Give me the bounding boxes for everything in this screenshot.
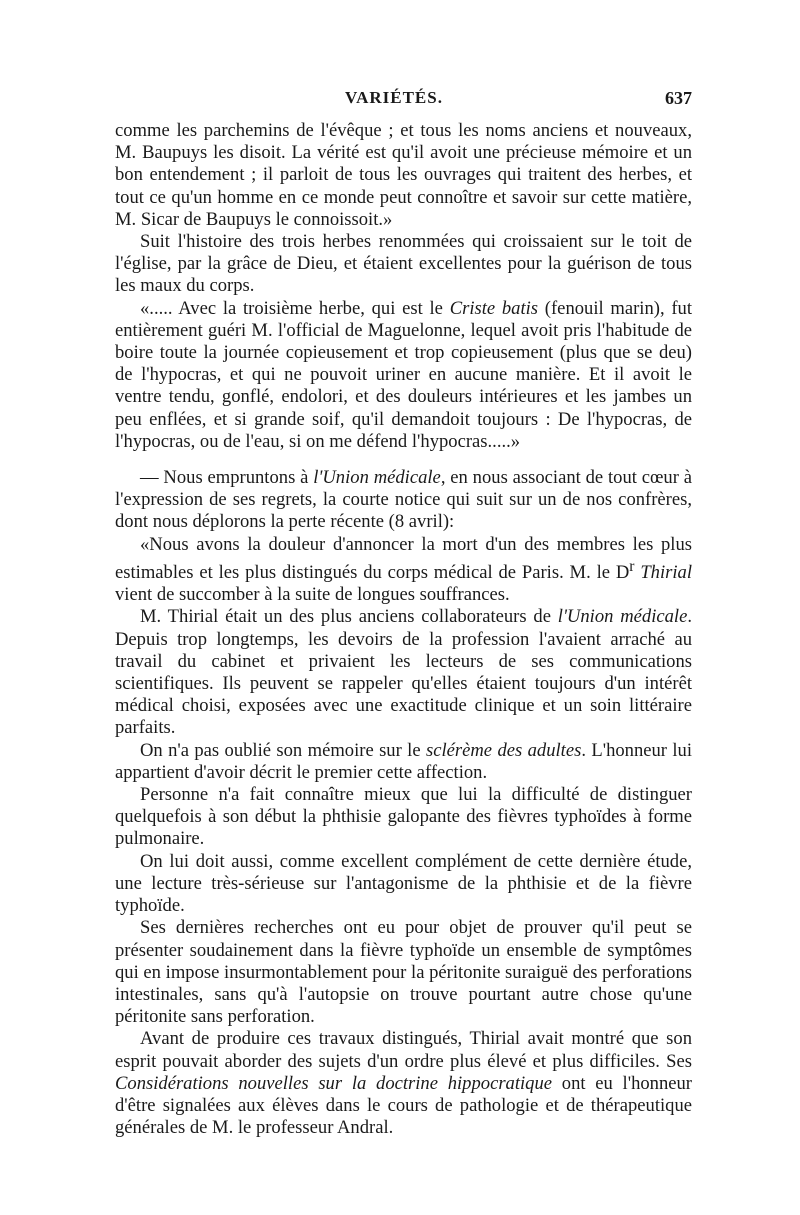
- italic-term: Considérations nouvelles sur la doctrine hippocratique: [115, 1072, 553, 1094]
- paragraph: [115, 606, 692, 739]
- page-header: [115, 88, 692, 116]
- paragraph-text: Ses dernières recherches ont eu pour objet de prouver qu'il peut se présenter soudainement dans la fièvre typhoïde un ensemble de symptômes qui en impose insurmontablement pour la péritonite suraiguë des perforations intestinales, sans qu'à l'autopsie on trouve pourtant autre chose qu'une péritonite sans perforation.: [115, 917, 692, 1028]
- paragraph-text: comme les parchemins de l'évêque ; et tous les noms anciens et nouveaux, M. Baupuys les disoit. La vérité est qu'il avoit une précieuse mémoire et un bon entendement ; il parloit de tous les ouvrages qui traitent des herbes, et tout ce qu'un homme en ce monde peut connoître et savoir sur cette matière, M. Sicar de Baupuys le connoissoit.»: [115, 120, 692, 230]
- running-title: VARIÉTÉS.: [345, 88, 443, 107]
- paragraph-text: . Depuis trop longtemps, les devoirs de la profession l'avaient arraché au travail du cabinet et privaient les lecteurs de ses communications scientifiques. Ils peuvent se rappeler qu'elles étaient toujours d'un intérêt médical choisi, exposées avec une exactitude clinique et un soin littéraire parfaits.: [115, 606, 692, 739]
- body-text: [115, 120, 692, 1139]
- page-number: 637: [665, 88, 692, 108]
- paragraph-text: , en nous associant de tout cœur à l'expression de ses regrets, la courte notice qui suit sur un de nos confrères, dont nous déplorons la perte récente (8 avril):: [115, 467, 693, 533]
- italic-term: Thirial: [640, 562, 692, 584]
- superscript: r: [629, 557, 635, 575]
- paragraph: [115, 467, 692, 534]
- paragraph: [115, 1028, 692, 1139]
- paragraph: [115, 784, 692, 851]
- paragraph: [115, 120, 692, 231]
- paragraph-text: — Nous empruntons à: [140, 467, 314, 489]
- paragraph: [115, 740, 692, 784]
- paragraph-text: «..... Avec la troisième herbe, qui est le: [140, 297, 450, 319]
- paragraph-text: On lui doit aussi, comme excellent complément de cette dernière étude, une lecture très-sérieuse sur l'antagonisme de la phthisie et de la fièvre typhoïde.: [115, 850, 692, 917]
- paragraph-text: On n'a pas oublié son mémoire sur le: [140, 739, 426, 761]
- paragraph-text: Avant de produire ces travaux distingués, Thirial avait montré que son esprit pouvait aborder des sujets d'un ordre plus élevé et plus difficiles. Ses: [115, 1028, 692, 1072]
- paragraph: [115, 534, 692, 607]
- paragraph: [115, 917, 692, 1028]
- paragraph-text: «Nous avons la douleur d'annoncer la mort d'un des membres les plus estimables et les plus distingués du corps médical de Paris. M. le D: [115, 533, 692, 584]
- paragraph: [115, 298, 692, 453]
- italic-term: l'Union médicale: [557, 606, 688, 628]
- paragraph-text: M. Thirial était un des plus anciens collaborateurs de: [140, 606, 558, 628]
- paragraph-text: vient de succomber à la suite de longues souffrances.: [115, 584, 510, 606]
- paragraph: [115, 851, 692, 918]
- paragraph-text: . L'honneur lui appartient d'avoir décrit le premier cette affection.: [115, 739, 693, 783]
- paragraph-text: Personne n'a fait connaître mieux que lui la difficulté de distinguer quelquefois à son début la phthisie galopante des fièvres typhoïdes à forme pulmonaire.: [115, 784, 692, 850]
- paragraph-text: Suit l'histoire des trois herbes renommées qui croissaient sur le toit de l'église, par la grâce de Dieu, et étaient excellentes pour la guérison de tous les maux du corps.: [115, 231, 692, 297]
- paragraph-text: (fenouil marin), fut entièrement guéri M. l'official de Maguelonne, lequel avoit pris l'habitude de boire toute la journée copieusement et trop copieusement (plus que se deu) de l'hypocras, et qui ne pouvoit uriner en aucune manière. Et il avoit le ventre tendu, gonflé, endolori, et des douleurs intérieures et les jambes un peu enflées, et si grande soif, qu'il demandoit toujours : De l'hypocras, de l'hypocras, ou de l'eau, si on me défend l'hypocras.....»: [115, 297, 693, 452]
- paragraph: [115, 231, 692, 298]
- paragraph-text: ont eu l'honneur d'être signalées aux élèves dans le cours de pathologie et de thérapeutique générales de M. le professeur Andral.: [115, 1072, 692, 1139]
- italic-term: sclérème des adultes: [425, 739, 582, 761]
- italic-term: l'Union médicale: [313, 467, 441, 489]
- italic-term: Criste batis: [449, 297, 539, 319]
